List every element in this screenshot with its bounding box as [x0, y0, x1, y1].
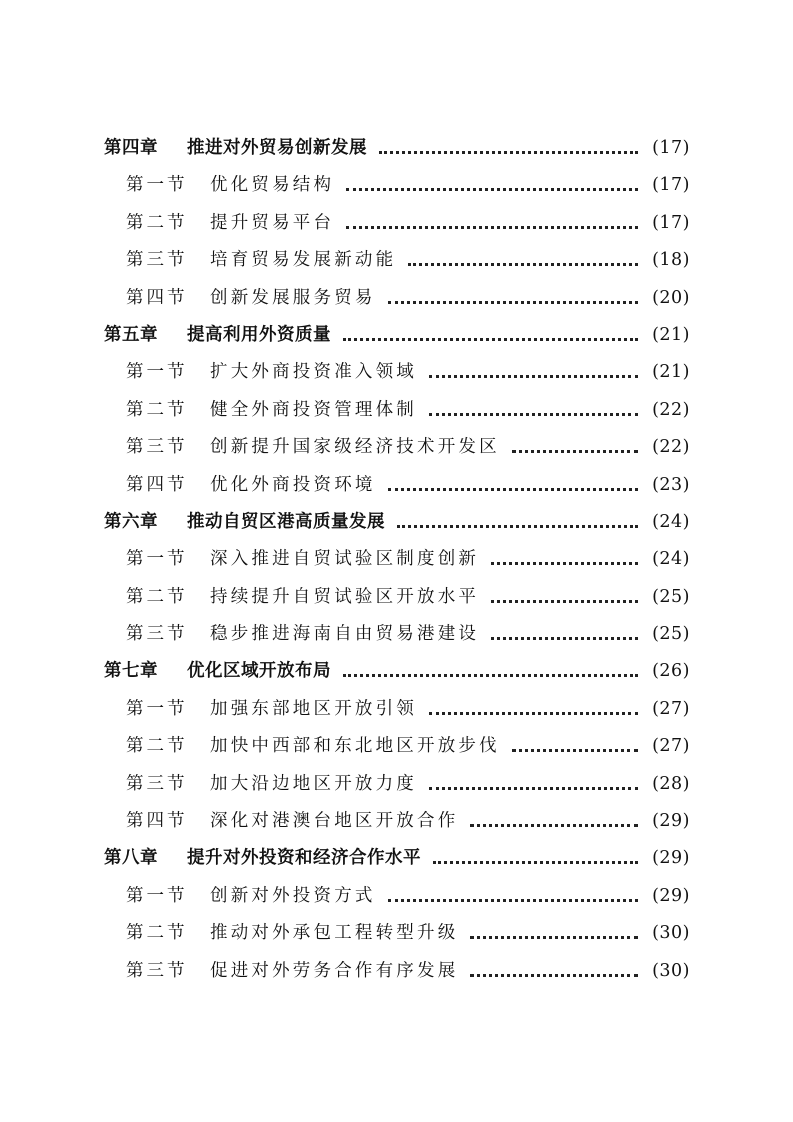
page-number: (30)	[652, 960, 690, 981]
section-label: 第三节	[126, 773, 188, 794]
chapter-label: 第五章	[104, 324, 158, 345]
dot-leader	[491, 600, 638, 603]
page-number: (17)	[652, 175, 690, 196]
toc-chapter-row[interactable]	[0, 130, 793, 167]
section-title: 推动对外承包工程转型升级	[210, 923, 459, 944]
toc-section-row[interactable]	[0, 766, 793, 803]
toc-section-row[interactable]	[0, 205, 793, 242]
dot-leader	[388, 488, 638, 491]
section-title: 扩大外商投资准入领域	[210, 362, 417, 383]
section-title: 加强东部地区开放引领	[210, 698, 417, 719]
toc-chapter-row[interactable]	[0, 840, 793, 877]
dot-leader	[346, 226, 638, 229]
section-label: 第一节	[126, 362, 188, 383]
section-title: 优化外商投资环境	[210, 474, 376, 495]
dot-leader	[343, 338, 638, 341]
dot-leader	[512, 450, 638, 453]
page-number: (27)	[652, 736, 690, 757]
toc-section-row[interactable]	[0, 354, 793, 391]
section-title: 培育贸易发展新动能	[210, 250, 397, 271]
toc-section-row[interactable]	[0, 579, 793, 616]
chapter-title: 推进对外贸易创新发展	[187, 138, 367, 158]
toc-section-row[interactable]	[0, 803, 793, 840]
page-number: (17)	[652, 212, 690, 233]
dot-leader	[470, 936, 638, 939]
page-number: (18)	[652, 250, 690, 271]
toc-section-row[interactable]	[0, 878, 793, 915]
dot-leader	[470, 824, 638, 827]
page-number: (22)	[652, 437, 690, 458]
page-number: (26)	[652, 661, 690, 682]
toc-section-row[interactable]	[0, 691, 793, 728]
dot-leader	[408, 263, 638, 266]
dot-leader	[429, 375, 638, 378]
dot-leader	[491, 562, 638, 565]
section-title: 优化贸易结构	[210, 175, 335, 196]
section-title: 加大沿边地区开放力度	[210, 773, 417, 794]
section-label: 第一节	[126, 698, 188, 719]
page-number: (24)	[652, 549, 690, 570]
page-number: (29)	[652, 885, 690, 906]
chapter-title: 优化区域开放布局	[187, 661, 331, 682]
page-number: (21)	[652, 324, 690, 345]
dot-leader	[433, 861, 638, 864]
toc-chapter-row[interactable]	[0, 653, 793, 690]
toc-section-row[interactable]	[0, 280, 793, 317]
section-label: 第二节	[126, 212, 188, 233]
section-label: 第二节	[126, 923, 188, 944]
section-label: 第一节	[126, 885, 188, 906]
page-number: (24)	[652, 511, 690, 532]
chapter-label: 第六章	[104, 511, 158, 532]
dot-leader	[397, 525, 638, 528]
toc-section-row[interactable]	[0, 167, 793, 204]
dot-leader	[388, 301, 638, 304]
toc-section-row[interactable]	[0, 953, 793, 990]
section-label: 第三节	[126, 437, 188, 458]
page-number: (25)	[652, 624, 690, 645]
page-number: (22)	[652, 399, 690, 420]
section-title: 创新提升国家级经济技术开发区	[210, 437, 500, 458]
dot-leader	[346, 188, 638, 191]
chapter-label: 第四章	[104, 138, 158, 158]
toc-chapter-row[interactable]	[0, 504, 793, 541]
section-label: 第一节	[126, 175, 188, 196]
toc-section-row[interactable]	[0, 541, 793, 578]
chapter-label: 第八章	[104, 848, 158, 869]
dot-leader	[470, 974, 638, 977]
section-label: 第三节	[126, 624, 188, 645]
section-title: 促进对外劳务合作有序发展	[210, 960, 459, 981]
page-number: (20)	[652, 287, 690, 308]
toc-section-row[interactable]	[0, 915, 793, 952]
page-number: (25)	[652, 586, 690, 607]
chapter-label: 第七章	[104, 661, 158, 682]
chapter-title: 推动自贸区港高质量发展	[187, 511, 385, 532]
chapter-title: 提升对外投资和经济合作水平	[187, 848, 421, 869]
table-of-contents	[0, 130, 793, 990]
section-label: 第二节	[126, 736, 188, 757]
dot-leader	[512, 749, 638, 752]
page-number: (21)	[652, 362, 690, 383]
toc-section-row[interactable]	[0, 467, 793, 504]
section-label: 第二节	[126, 586, 188, 607]
section-title: 健全外商投资管理体制	[210, 399, 417, 420]
section-title: 稳步推进海南自由贸易港建设	[210, 624, 480, 645]
section-title: 持续提升自贸试验区开放水平	[210, 586, 480, 607]
section-label: 第三节	[126, 960, 188, 981]
section-label: 第一节	[126, 549, 188, 570]
dot-leader	[343, 674, 638, 677]
toc-chapter-row[interactable]	[0, 317, 793, 354]
toc-section-row[interactable]	[0, 728, 793, 765]
dot-leader	[429, 712, 638, 715]
section-label: 第四节	[126, 811, 188, 832]
section-title: 创新对外投资方式	[210, 885, 376, 906]
toc-section-row[interactable]	[0, 242, 793, 279]
dot-leader	[379, 151, 638, 154]
section-title: 提升贸易平台	[210, 212, 335, 233]
toc-section-row[interactable]	[0, 616, 793, 653]
toc-section-row[interactable]	[0, 429, 793, 466]
dot-leader	[429, 787, 638, 790]
dot-leader	[491, 637, 638, 640]
page-number: (29)	[652, 848, 690, 869]
page-number: (27)	[652, 698, 690, 719]
section-title: 深化对港澳台地区开放合作	[210, 811, 459, 832]
dot-leader	[388, 899, 638, 902]
toc-section-row[interactable]	[0, 392, 793, 429]
page-number: (28)	[652, 773, 690, 794]
page-number: (30)	[652, 923, 690, 944]
section-label: 第三节	[126, 250, 188, 271]
section-label: 第四节	[126, 474, 188, 495]
section-title: 加快中西部和东北地区开放步伐	[210, 736, 500, 757]
dot-leader	[429, 413, 638, 416]
section-title: 创新发展服务贸易	[210, 287, 376, 308]
page-number: (29)	[652, 811, 690, 832]
page-number: (17)	[652, 138, 690, 158]
page-number: (23)	[652, 474, 690, 495]
section-title: 深入推进自贸试验区制度创新	[210, 549, 480, 570]
section-label: 第四节	[126, 287, 188, 308]
section-label: 第二节	[126, 399, 188, 420]
chapter-title: 提高利用外资质量	[187, 324, 331, 345]
